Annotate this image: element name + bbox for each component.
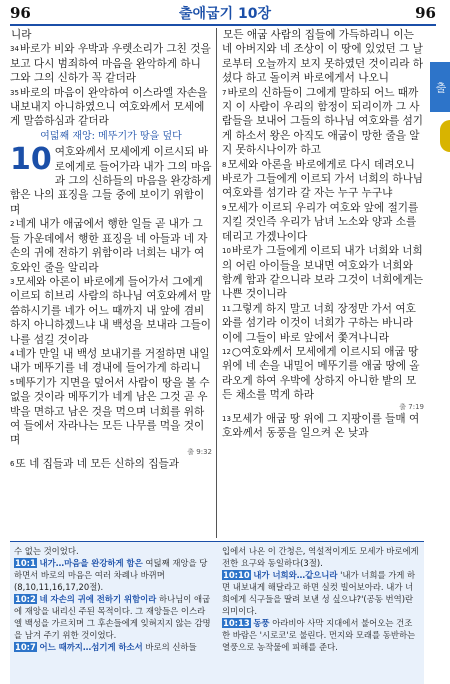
verse-9: $^9$모세가 이르되 우리가 여호와 앞에 절기를 지킬 것인즉 우리가 남녀 노소와 양과 소를 데리고 가겠나이다	[222, 201, 419, 243]
note-keyword: 동풍	[253, 618, 270, 628]
verse-line: 니라	[11, 29, 32, 41]
scripture-columns	[10, 28, 424, 538]
right-column	[222, 28, 424, 538]
study-notes	[10, 541, 424, 684]
note-reference[interactable]: 10:10	[223, 570, 250, 580]
note-reference[interactable]: 10:7	[15, 642, 36, 652]
verse-3: $^3$모세와 아론이 바로에게 들어가서 그에게 이르되 히브리 사람의 하나님 여호와께서 말씀하시기를 네가 어느 때까지 내 앞에 겸비하지 아니하겠느냐 내 백성을 보내라 그들이 나를 섬길 것이라	[10, 275, 212, 346]
note-text: 하나님이 애굽에 재앙을 내리신 주된 목적이다. 그 재앙들은 이스라엘 백성을 가르치며 그 후손들에게 잊혀지지 않는 감명을 남겨 주기 위한 것이었다.	[14, 594, 211, 640]
note-text: 입에서 나온 이 간청은, 역설적이게도 모세가 바로에게 전한 요구와 동일하다(3절).	[222, 546, 419, 568]
study-note	[14, 557, 212, 593]
note-keyword: 내가…마음을 완강하게 함은	[39, 558, 143, 568]
verse-4: $^4$네가 만일 내 백성 보내기를 거절하면 내일 내가 메뚜기를 네 경내에 들어가게 하리니	[10, 347, 210, 375]
note-text: '내가 너희를 가게 하면 내보내게 해달라고 하면 실컷 빌어보아라. 내가 너희에게 식구들을 딸려 보낸 성 싶으냐?'(공동 번역)란 의미이다.	[222, 570, 416, 616]
notes-left-column	[14, 545, 212, 653]
chapter-number: 10	[10, 142, 52, 178]
cross-reference: 출 9:32	[187, 447, 212, 456]
page-title: 출애굽기 10장	[179, 6, 271, 22]
left-column	[10, 28, 212, 538]
note-text: 여덟째 재앙을 당하면서 바로의 마음은 여러 차례나 바뀌며(8,10,11,16,17,20절).	[14, 558, 208, 592]
page-number-left: 96	[10, 4, 31, 22]
note-keyword: 어느 때까지…섬기게 하소서	[39, 642, 143, 652]
side-marker	[440, 120, 450, 152]
page-number-right: 96	[415, 4, 436, 22]
study-note	[14, 641, 212, 653]
book-side-tab[interactable]: 출	[430, 62, 450, 112]
verse-11: $^{11}$그렇게 하지 말고 너희 장정만 가서 여호와를 섬기라 이것이 너희가 구하는 바니라 이에 그들이 바로 앞에서 쫓겨나니라	[222, 302, 416, 344]
cross-reference: 출 7:19	[399, 402, 424, 411]
verse-line: 모든 애굽 사람의 집들에 가득하리니 이는 네 아버지와 네 조상이 이 땅에 있었던 그 날로부터 오늘까지 보지 못하였던 것이리라 하셨다 하고 돌이켜 바로에게서 나오니	[222, 29, 424, 85]
column-divider	[216, 28, 217, 538]
note-keyword: 네 자손의 귀에 전하기 위함이라	[39, 594, 157, 604]
header-rule	[10, 24, 436, 26]
note-reference[interactable]: 10:13	[223, 618, 250, 628]
verse-6: $^6$또 네 집들과 네 모든 신하의 집들과	[10, 457, 179, 470]
note-keyword: 내가 너희와…같으니라	[253, 570, 338, 580]
verse-2: $^2$네게 내가 애굽에서 행한 일들 곧 내가 그들 가운데에서 행한 표징을 네 아들과 네 자손의 귀에 전하기 위함이라 너희는 내가 여호와인 줄을 알리라	[10, 218, 208, 274]
verse-8: $^8$모세와 아론을 바로에게로 다시 데려오니 바로가 그들에게 이르되 가서 너희의 하나님 여호와를 섬기라 갈 자는 누구 누구냐	[222, 158, 424, 200]
verse-5: $^5$메뚜기가 지면을 덮어서 사람이 땅을 볼 수 없을 것이라 메뚜기가 네게 남은 그것 곧 우박을 면하고 남은 것을 먹으며 너희를 위하여 들에서 자라나는 모든 나무를 먹을 것이며 출 9:32	[10, 376, 212, 456]
page-header	[0, 0, 450, 26]
note-text: 아라비아 사막 지대에서 불어오는 건조한 바람은 '시로코'로 불린다. 먼지와 모래를 동반하는 열풍으로 농작물에 피해를 준다.	[222, 618, 416, 652]
note-reference[interactable]: 10:1	[15, 558, 36, 568]
section-heading: 여덟째 재앙: 메뚜기가 땅을 덮다	[40, 130, 182, 142]
verse-13: $^{13}$모세가 애굽 땅 위에 그 지팡이를 들매 여호와께서 동풍을 일으켜 온 낮과	[222, 412, 420, 439]
verse-10: $^{10}$바로가 그들에게 이르되 내가 너희와 너희의 어린 아이들을 보내면 여호와가 너희와 함께 함과 같으니라 보라 그것이 너희에게는 나쁜 것이니라	[222, 245, 424, 301]
verse-35: $^{35}$바로의 마음이 완악하여 이스라엘 자손을 내보내지 아니하였으니 여호와께서 모세에게 말씀하심과 같더라	[10, 86, 208, 128]
study-note	[14, 593, 212, 641]
note-reference[interactable]: 10:2	[15, 594, 36, 604]
note-text: 바로의 신하들	[145, 642, 197, 652]
verse-7: $^7$바로의 신하들이 그에게 말하되 어느 때까지 이 사람이 우리의 함정이 되리이까 그 사람들을 보내어 그들의 하나님 여호와를 섬기게 하소서 왕은 아직도 애굽이 망한 줄을 알지 못하시나이까 하고	[222, 86, 424, 157]
notes-right-column	[222, 545, 420, 653]
note-text: 수 없는 것이었다.	[14, 546, 79, 556]
verse-10-1: 10 여호와께서 모세에게 이르시되 바로에게로 들어가라 내가 그의 마음과 그의 신하들의 마음을 완강하게 함은 나의 표징을 그들 중에 보이기 위함이며	[10, 142, 212, 216]
verse-34: $^{34}$바로가 비와 우박과 우렛소리가 그친 것을 보고 다시 범죄하여 마음을 완악하게 하니 그와 그의 신하가 꼭 같더라	[10, 43, 211, 85]
study-note	[222, 617, 420, 653]
verse-12: $^{12}$○여호와께서 모세에게 이르시되 애굽 땅 위에 네 손을 내밀어 메뚜기를 애굽 땅에 올라오게 하여 우박에 상하지 아니한 밭의 모든 채소를 먹게 하라 출 7:19	[222, 345, 424, 411]
study-note	[222, 569, 420, 617]
